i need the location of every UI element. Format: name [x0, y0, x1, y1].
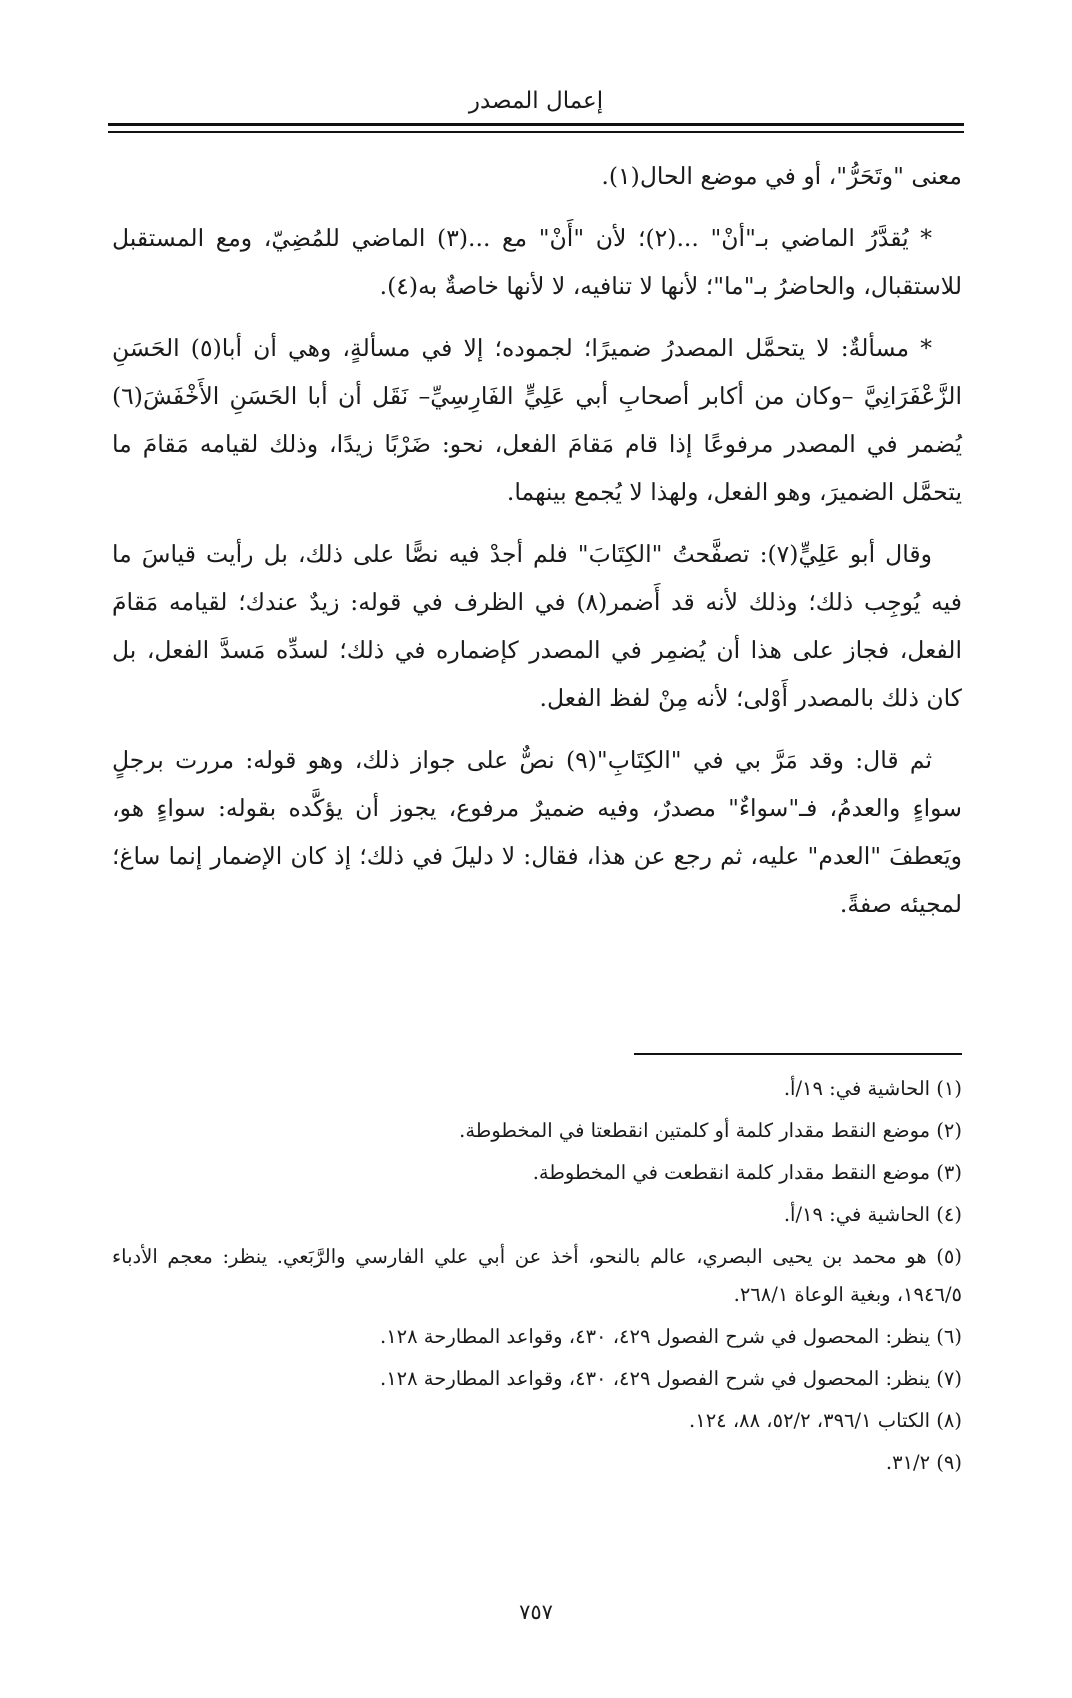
footnote-5: (٥) هو محمد بن يحيى البصري، عالم بالنحو، أخذ عن أبي علي الفارسي والرَّبَعي. ينظر: معجم الأدباء ١٩٤٦/٥، وبغية الوعاة ٢٦٨/١. [112, 1245, 962, 1306]
main-text [112, 152, 962, 942]
header-rule-thick [108, 123, 964, 126]
footnote-6: (٦) ينظر: المحصول في شرح الفصول ٤٢٩، ٤٣٠، وقواعد المطارحة ١٢٨. [379, 1325, 962, 1348]
running-title: إعمال المصدر [468, 88, 604, 114]
paragraph-2: * يُقدَّرُ الماضي بـ"أنْ" ...(٢)؛ لأن "أَنْ" مع ...(٣) الماضي للمُضِيّ، ومع المستقبل للاستقبال، والحاضرُ بـ"ما"؛ لأنها لا تنافيه، لا لأنها خاصةٌ به(٤). [112, 224, 962, 300]
footnote-separator [634, 1053, 962, 1055]
paragraph-3: * مسألةٌ: لا يتحمَّل المصدرُ ضميرًا؛ لجموده؛ إلا في مسألةٍ، وهي أن أبا(٥) الحَسَنِ الزَّعْفَرَانِيَّ –وكان من أكابر أصحابِ أبي عَلِيٍّ الفَارِسِيِّ– نَقَل أن أبا الحَسَنِ الأَخْفَشَ(٦) يُضمر في المصدر مرفوعًا إذا قام مَقامَ الفعل، نحو: ضَرْبًا زيدًا، وذلك لقيامه مَقامَ ما يتحمَّل الضميرَ، وهو الفعل، ولهذا لا يُجمع بينهما. [112, 334, 962, 506]
footnote-3: (٣) موضع النقط مقدار كلمة انقطعت في المخطوطة. [532, 1161, 962, 1184]
footnote-9: (٩) ٣١/٢. [885, 1451, 962, 1474]
page-number: ٧٥٧ [519, 1600, 553, 1624]
footnote-4: (٤) الحاشية في: ١٩/أ. [783, 1203, 962, 1226]
footnote-8: (٨) الكتاب ٣٩٦/١، ٥٢/٢، ٨٨، ١٢٤. [689, 1409, 962, 1432]
paragraph-1: معنى "وتَحَرُّ"، أو في موضع الحال(١). [601, 162, 962, 190]
paragraph-4: وقال أبو عَلِيٍّ(٧): تصفَّحتُ "الكِتَابَ" فلم أجدْ فيه نصًّا على ذلك، بل رأيت قياسَ ما فيه يُوجِب ذلك؛ وذلك لأنه قد أَضمر(٨) في الظرف في قوله: زيدٌ عندك؛ لقيامه مَقامَ الفعل، فجاز على هذا أن يُضمِر في المصدر كإضماره في ذلك؛ لسدِّه مَسدَّ الفعل، بل كان ذلك بالمصدر أَوْلى؛ لأنه مِنْ لفظ الفعل. [112, 540, 962, 712]
footnote-7: (٧) ينظر: المحصول في شرح الفصول ٤٢٩، ٤٣٠، وقواعد المطارحة ١٢٨. [379, 1367, 962, 1390]
footnote-2: (٢) موضع النقط مقدار كلمة أو كلمتين انقطعتا في المخطوطة. [459, 1119, 962, 1142]
footnotes [112, 1070, 962, 1486]
paragraph-5: ثم قال: وقد مَرَّ بي في "الكِتَابِ"(٩) نصٌّ على جواز ذلك، وهو قوله: مررت برجلٍ سواءٍ والعدمُ، فـ"سواءٌ" مصدرٌ، وفيه ضميرٌ مرفوع، يجوز أن يؤكَّده بقوله: سواءٍ هو، ويَعطفَ "العدم" عليه، ثم رجع عن هذا، فقال: لا دليلَ في ذلك؛ إذ كان الإضمار إنما ساغ؛ لمجيئه صفةً. [112, 746, 962, 918]
header-rule-thin [108, 131, 964, 133]
footnote-1: (١) الحاشية في: ١٩/أ. [783, 1077, 962, 1100]
